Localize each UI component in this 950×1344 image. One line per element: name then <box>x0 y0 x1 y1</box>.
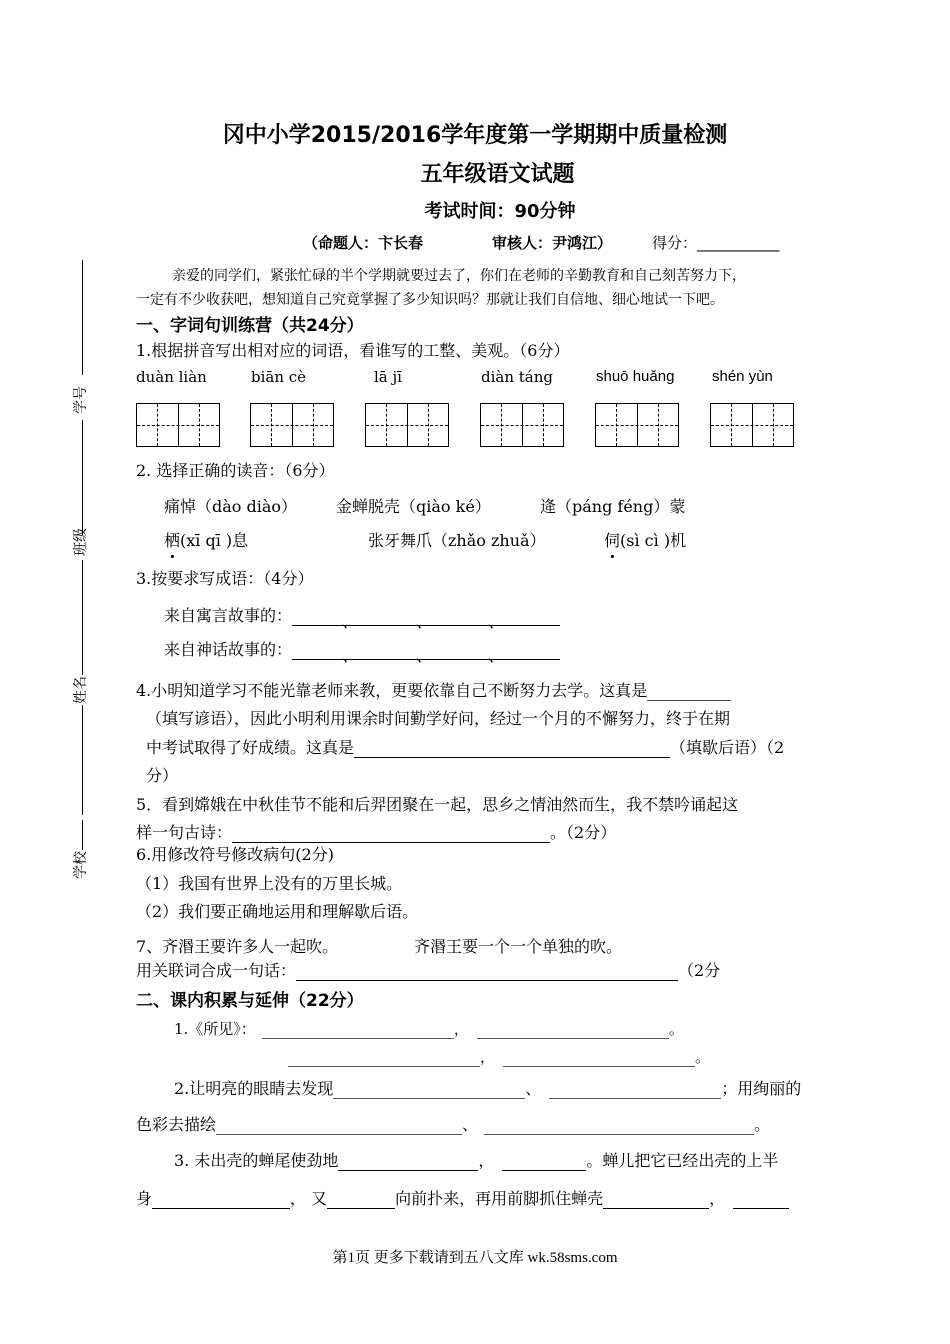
side-label-xuexiao: 学校 <box>73 851 89 879</box>
intro-line2: 一定有不少收获吧，想知道自己究竟掌握了多少知识吗？那就让我们自信地、细心地试一下吧。 <box>136 292 724 308</box>
answer-blank[interactable] <box>503 1050 695 1067</box>
dotted-char: 栖 <box>164 528 180 551</box>
q7-line2: 用关联词合成一句话： （2分 <box>136 961 721 980</box>
answer-blank[interactable] <box>506 609 560 626</box>
pinyin-5: shuō huǎng <box>596 368 675 385</box>
q7-a: 7、齐湣王要许多人一起吹。 <box>136 937 339 956</box>
writing-grid[interactable] <box>595 403 679 447</box>
writing-grid[interactable] <box>136 403 220 447</box>
answer-blank[interactable] <box>292 609 342 626</box>
writing-grid[interactable] <box>480 403 564 447</box>
q2-r2c: 伺(sì cì )机 <box>604 528 686 551</box>
q6-b: （2）我们要正确地运用和理解歇后语。 <box>136 902 419 921</box>
intro-line1: 亲爱的同学们，紧张忙碌的半个学期就要过去了，你们在老师的辛勤教育和自己刻苦努力下， <box>172 268 746 284</box>
answer-blank[interactable] <box>506 643 560 660</box>
s2-q3-line1: 3. 未出壳的蝉尾使劲地 ， 。蝉儿把它已经出壳的上半 <box>174 1151 779 1170</box>
answer-blank[interactable] <box>733 1192 789 1209</box>
writing-grid[interactable] <box>710 403 794 447</box>
q2-r2a: 栖(xī qī )息 <box>164 528 248 551</box>
s2-q2-line1: 2.让明亮的眼睛去发现 、 ；用绚丽的 <box>174 1079 802 1098</box>
side-line <box>82 705 83 815</box>
q5-line1: 5．看到嫦娥在中秋佳节不能和后羿团聚在一起，思乡之情油然而生，我不禁吟诵起这 <box>136 795 739 814</box>
answer-blank[interactable] <box>354 741 670 758</box>
q4-line2: （填写谚语），因此小明利用课余时间勤学好问，经过一个月的不懈努力，终于在期 <box>146 709 731 728</box>
q1-text: 1.根据拼音写出相对应的词语，看谁写的工整、美观。（6分） <box>136 341 570 360</box>
exam-title: 冈中小学2015/2016学年度第一学期期中质量检测 <box>222 123 728 148</box>
side-line <box>82 420 83 535</box>
section1-title: 一、字词句训练营（共24分） <box>136 316 364 336</box>
q2-text: 2. 选择正确的读音：（6分） <box>136 461 335 480</box>
writing-grid[interactable] <box>250 403 334 447</box>
q7-b: 齐湣王要一个一个单独的吹。 <box>414 937 623 956</box>
q2-r1b: 金蝉脱壳（qiào ké） <box>336 497 491 516</box>
answer-blank[interactable] <box>434 643 488 660</box>
side-label-banji: 班级 <box>73 528 89 556</box>
q3-text: 3.按要求写成语：（4分） <box>136 569 314 588</box>
side-line <box>82 820 83 850</box>
pinyin-2: biān cè <box>251 368 307 386</box>
side-line <box>82 560 83 675</box>
answer-blank[interactable] <box>502 1154 586 1171</box>
score-label: 得分：___________ <box>652 234 780 252</box>
s2-q1-line2: ， 。 <box>288 1046 710 1067</box>
answer-blank[interactable] <box>360 609 416 626</box>
side-label-xuehao: 学号 <box>73 386 89 414</box>
answer-blank[interactable] <box>477 1022 669 1039</box>
q2-r1a: 痛悼（dào diào） <box>164 497 298 516</box>
q2-r2b: 张牙舞爪（zhǎo zhuǎ） <box>368 531 546 550</box>
q6-a: （1）我国有世界上没有的万里长城。 <box>136 874 403 893</box>
answer-blank[interactable] <box>327 1192 395 1209</box>
pinyin-6: shén yùn <box>712 368 773 385</box>
side-line <box>82 260 83 375</box>
author-label: （命题人：卞长春 <box>303 234 424 252</box>
answer-blank[interactable] <box>338 1154 478 1171</box>
page-footer: 第1页 更多下载请到五八文库 wk.58sms.com <box>332 1250 618 1266</box>
q6-text: 6.用修改符号修改病句(2分) <box>136 845 334 864</box>
q4-line3: 中考试取得了好成绩。这真是 （填歇后语）（2 <box>146 738 785 757</box>
pinyin-4: diàn táng <box>481 368 554 386</box>
q3-b: 来自神话故事的： 、 、 、 <box>164 637 560 660</box>
q4-line1: 4.小明知道学习不能光靠老师来教，更要依靠自己不断努力去学。这真是 <box>136 678 731 701</box>
answer-blank[interactable] <box>647 684 731 701</box>
answer-blank[interactable] <box>360 643 416 660</box>
answer-blank[interactable] <box>549 1082 721 1099</box>
writing-grid[interactable] <box>365 403 449 447</box>
q3-a: 来自寓言故事的： 、 、 、 <box>164 603 560 626</box>
section2-title: 二、课内积累与延伸（22分） <box>136 991 364 1011</box>
answer-blank[interactable] <box>288 1050 480 1067</box>
exam-time: 考试时间：90分钟 <box>424 201 576 222</box>
answer-blank[interactable] <box>216 1118 462 1135</box>
answer-blank[interactable] <box>152 1192 290 1209</box>
answer-blank[interactable] <box>262 1022 454 1039</box>
answer-blank[interactable] <box>296 964 678 981</box>
answer-blank[interactable] <box>603 1192 709 1209</box>
answer-blank[interactable] <box>292 643 342 660</box>
pinyin-1: duàn liàn <box>136 368 207 386</box>
q5-line2: 样一句古诗： 。（2分） <box>136 823 617 842</box>
s2-q3-line2: 身 ， 又 向前扑来，再用前脚抓住蝉壳 ， <box>136 1186 789 1209</box>
exam-subtitle: 五年级语文试题 <box>420 162 575 187</box>
answer-blank[interactable] <box>484 1118 754 1135</box>
answer-blank[interactable] <box>434 609 488 626</box>
s2-q1-line1: 1.《所见》： ， 。 <box>174 1020 684 1038</box>
q2-r1c: 逄（páng féng）蒙 <box>540 497 686 516</box>
s2-q2-line2: 色彩去描绘 、 。 <box>136 1115 771 1134</box>
reviewer-label: 审核人：尹鸿江） <box>492 234 613 252</box>
q4-line4: 分） <box>146 766 179 785</box>
pinyin-3: lā jī <box>374 368 402 386</box>
side-label-xingming: 姓名 <box>73 676 89 704</box>
answer-blank[interactable] <box>232 826 550 843</box>
dotted-char: 伺 <box>604 528 620 551</box>
answer-blank[interactable] <box>333 1082 525 1099</box>
